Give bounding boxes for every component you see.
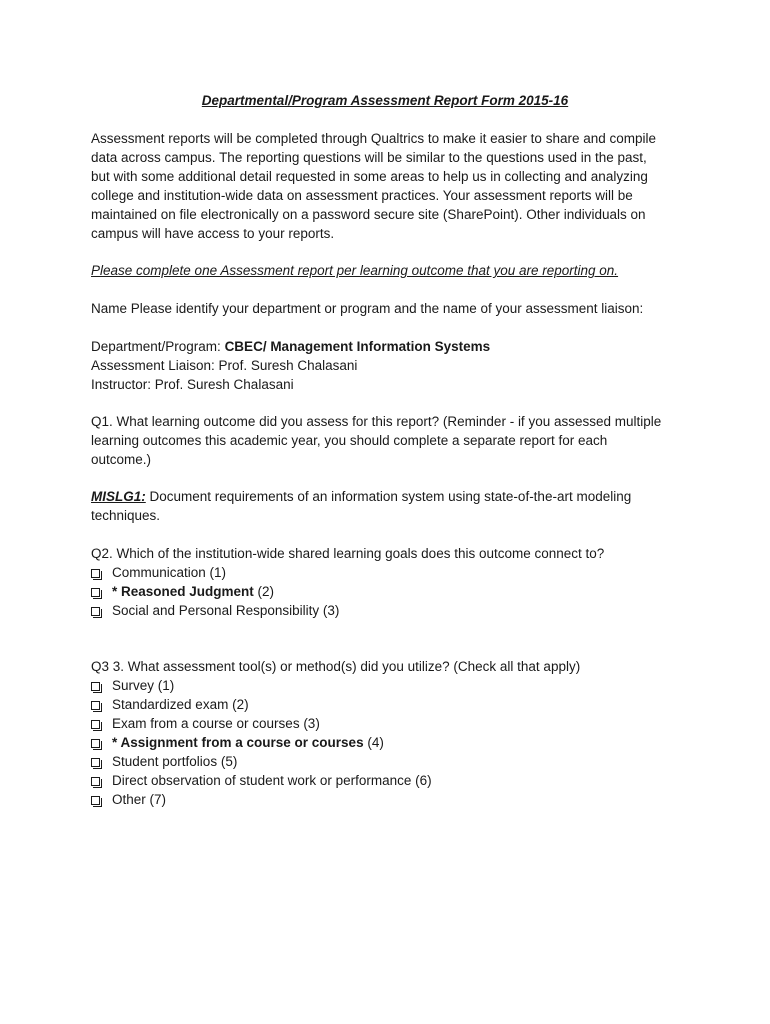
option-bold: * Assignment from a course or courses bbox=[112, 735, 364, 750]
instructor-line: Instructor: Prof. Suresh Chalasani bbox=[91, 377, 294, 392]
intro-paragraph bbox=[91, 129, 691, 243]
option-text: Social and Personal Responsibility (3) bbox=[112, 603, 340, 618]
q1-line: Q1. What learning outcome did you assess for this report? (Reminder - if you assessed multiple bbox=[91, 414, 662, 429]
outcome-line-2: techniques. bbox=[91, 508, 161, 523]
q3-option bbox=[91, 676, 691, 695]
q1-line: learning outcomes this academic year, you should complete a separate report for each bbox=[91, 433, 608, 448]
checkbox-icon bbox=[91, 796, 100, 805]
outcome-line-1 bbox=[91, 487, 691, 506]
q3-option bbox=[91, 752, 691, 771]
program-info bbox=[91, 337, 691, 394]
q3-option bbox=[91, 733, 691, 752]
q3-option bbox=[91, 790, 691, 809]
option-text: Other (7) bbox=[112, 792, 167, 807]
option-text: Exam from a course or courses (3) bbox=[112, 716, 320, 731]
checkbox-icon bbox=[91, 777, 100, 786]
q3-option bbox=[91, 695, 691, 714]
checkbox-icon bbox=[91, 758, 100, 767]
option-text: Survey (1) bbox=[112, 678, 175, 693]
outcome-text: Document requirements of an information system using state-of-the-art modeling bbox=[145, 489, 632, 504]
option-bold: * Reasoned Judgment bbox=[112, 584, 254, 599]
q1-line: outcome.) bbox=[91, 452, 152, 467]
checkbox-icon bbox=[91, 739, 100, 748]
outcome-code: MISLG1: bbox=[91, 489, 146, 504]
name-prompt-paragraph bbox=[91, 299, 691, 318]
checkbox-icon bbox=[91, 588, 100, 597]
q2-option bbox=[91, 582, 691, 601]
intro-line: maintained on file electronically on a password secure site (SharePoint). Other individuals on bbox=[91, 207, 646, 222]
checkbox-icon bbox=[91, 682, 100, 691]
intro-line: Assessment reports will be completed through Qualtrics to make it easier to share and compile bbox=[91, 131, 657, 146]
checkbox-icon bbox=[91, 720, 100, 729]
option-text: (2) bbox=[253, 584, 275, 599]
outcome-paragraph bbox=[91, 487, 691, 525]
q2-question: Q2. Which of the institution-wide shared learning goals does this outcome connect to? bbox=[91, 546, 605, 561]
instruction-paragraph bbox=[91, 261, 691, 280]
intro-line: data across campus. The reporting questions will be similar to the questions used in the past, bbox=[91, 150, 647, 165]
form-title: Departmental/Program Assessment Report Form 2015-16 bbox=[201, 93, 569, 108]
q2-option bbox=[91, 563, 691, 582]
q3-question: Q3 3. What assessment tool(s) or method(s) did you utilize? (Check all that apply) bbox=[91, 659, 581, 674]
q3-option bbox=[91, 771, 691, 790]
department-line bbox=[91, 337, 691, 356]
liaison-line: Assessment Liaison: Prof. Suresh Chalasani bbox=[91, 358, 358, 373]
option-text: Student portfolios (5) bbox=[112, 754, 238, 769]
instruction-text: Please complete one Assessment report per learning outcome that you are reporting on. bbox=[91, 263, 619, 278]
department-label: Department/Program: bbox=[91, 339, 225, 354]
option-text: Standardized exam (2) bbox=[112, 697, 249, 712]
checkbox-icon bbox=[91, 607, 100, 616]
intro-line: college and institution-wide data on assessment practices. Your assessment reports will be bbox=[91, 188, 633, 203]
q2-section bbox=[91, 544, 691, 620]
q1-paragraph bbox=[91, 412, 691, 469]
department-value: CBEC/ Management Information Systems bbox=[224, 339, 491, 354]
option-text: Communication (1) bbox=[112, 565, 227, 580]
q3-option bbox=[91, 714, 691, 733]
name-prompt: Name Please identify your department or program and the name of your assessment liaison: bbox=[91, 301, 644, 316]
q2-option bbox=[91, 601, 691, 620]
checkbox-icon bbox=[91, 569, 100, 578]
option-text: (4) bbox=[363, 735, 384, 750]
checkbox-icon bbox=[91, 701, 100, 710]
intro-line: campus will have access to your reports. bbox=[91, 226, 335, 241]
intro-line: but with some additional detail requested in some areas to help us in collecting and analyzing bbox=[91, 169, 648, 184]
q3-section bbox=[91, 657, 691, 809]
option-text: Direct observation of student work or performance (6) bbox=[112, 773, 432, 788]
